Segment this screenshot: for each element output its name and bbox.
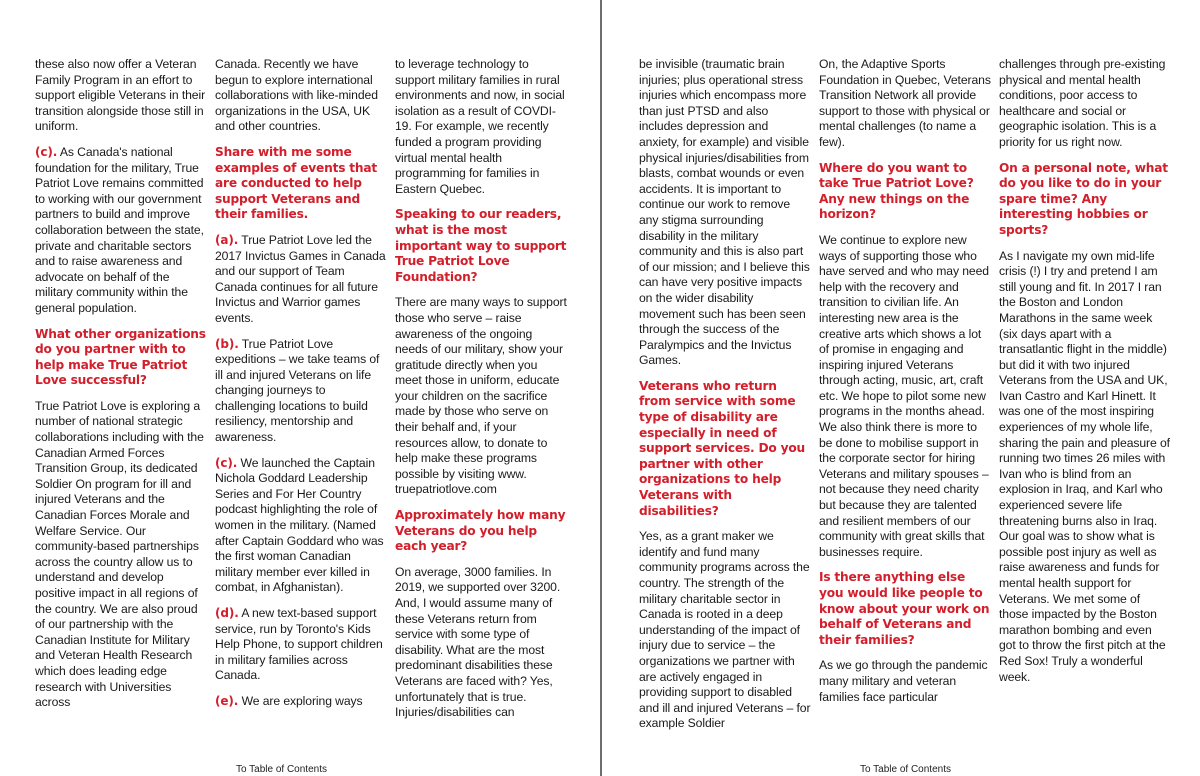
paragraph: We continue to explore new ways of supporting those who have served and who may need help with the recovery and transition to civilian life. An interesting new area is the creative arts which shows a lot of promise in engaging and inspiring injured Veterans through acting, music, art, craft etc. We hope to pilot some new programs in the months ahead. We also think there is more to be done to mobilise support in the corporate sector for hiring Veterans and military spouses – not because they need charity but because they are talented and resilient members of our community with great skills that businesses require. [819, 232, 989, 559]
paragraph: As I navigate my own mid-life crisis (!) I try and pretend I am still young and fit. In 2017 I ran the Boston and London Marathons in the same week (six days apart with a transatlantic flight in the middle) but did it with two injured Veterans from the USA and UK, Ivan Castro and Karl Hinett. It was one of the most inspiring experiences of my whole life, sharing the pain and pleasure of running two times 26 miles with Ivan who is blind from an explosion in Iraq, and Karl who experienced severe life threatening burns also in Iraq. Our goal was to show what is possible post injury as well as raise awareness and funds for mental health support for Veterans. We met some of those impacted by the Boston marathon bombing and even got to throw the first pitch at the Red Sox! Truly a wonderful week. [999, 248, 1170, 684]
question-heading: On a personal note, what do you like to do in your spare time? Any interesting hobbies or sports? [999, 160, 1168, 237]
list-label: (b). [215, 336, 239, 351]
list-label: (c). [35, 144, 58, 159]
left-column-1 [35, 57, 207, 721]
right-page [602, 0, 1200, 776]
list-item [215, 337, 387, 446]
question-heading: Approximately how many Veterans do you help each year? [395, 508, 566, 554]
paragraph: True Patriot Love is exploring a number of national strategic collaborations including with the Canadian Armed Forces Transition Group, its dedicated Soldier On program for ill and injured Veterans and the Canadian Forces Morale and Welfare Service. Our community-based partnerships across the country allow us to understand and develop positive impact in all regions of the country. We are also proud of our partnership with the Canadian Institute for Military and Veteran Health Research which does leading edge research with Universities across [35, 398, 204, 710]
list-item [215, 694, 387, 710]
question-heading: Share with me some examples of events that are conducted to help support Veterans and their families. [215, 144, 378, 222]
question-heading: What other organizations do you partner with to help make True Patriot Love successful? [35, 326, 206, 388]
list-item [215, 233, 387, 327]
right-column-3 [999, 57, 1171, 695]
paragraph [35, 145, 207, 317]
list-label: (e). [215, 693, 239, 708]
question-heading: Speaking to our readers, what is the most important way to support True Patriot Love Foundation? [395, 207, 567, 284]
left-column-3 [395, 57, 567, 731]
list-text: We launched the Captain Nichola Goddard Leadership Series and For Her Country podcast highlighting the role of women in the military. (Named after Captain Goddard who was the first woman Canadian military member ever killed in combat, in Afghanistan). [215, 455, 384, 595]
list-text: True Patriot Love expeditions – we take teams of ill and injured Veterans on life changing journeys to challenging locations to build resiliency, mentorship and awareness. [215, 336, 380, 445]
paragraph: be invisible (traumatic brain injuries; plus operational stress injuries which encompass more than just PTSD and also includes depression and anxiety, for example) and visible physical injuries/disabilities from blasts, combat wounds or even accidents. It is important to continue our work to remove any stigma surrounding disability in the military community and this is also part of our mission; and I believe this can have very positive impacts on the wider disability movement such has been seen through the success of the Paralympics and the Invictus Games. [639, 57, 810, 368]
right-column-2 [819, 57, 991, 715]
paragraph: these also now offer a Veteran Family Program in an effort to support eligible Veterans in their transition alongside those still in uniform. [35, 57, 206, 134]
table-of-contents-link[interactable]: To Table of Contents [860, 764, 951, 775]
paragraph: As we go through the pandemic many military and veteran families face particular [819, 658, 988, 704]
table-of-contents-link[interactable]: To Table of Contents [236, 764, 327, 775]
paragraph: On, the Adaptive Sports Foundation in Quebec, Veterans Transition Network all provide support to those with physical or mental challenges (to name a few). [819, 57, 991, 149]
question-heading: Is there anything else you would like people to know about your work on behalf of Veterans and their families? [819, 570, 990, 647]
right-column-1 [639, 57, 811, 742]
left-column-2 [215, 57, 387, 720]
list-text: True Patriot Love led the 2017 Invictus Games in Canada and our support of Team Canada continues for all future Invictus and Warrior games events. [215, 232, 386, 325]
question-heading: Veterans who return from service with some type of disability are especially in need of support services. Do you partner with other organizations to help Veterans with disabilities? [639, 378, 806, 518]
list-text: A new text-based support service, run by Toronto's Kids Help Phone, to support children in military families across Canada. [215, 606, 383, 683]
list-label: (d). [215, 606, 239, 620]
paragraph: to leverage technology to support military families in rural environments and now, in social isolation as a result of COVDI-19. For example, we recently funded a program providing virtual mental health programming for families in Eastern Quebec. [395, 57, 565, 196]
question-heading: Where do you want to take True Patriot Love? Any new things on the horizon? [819, 160, 974, 222]
list-label: (c). [215, 455, 238, 470]
list-label: (a). [215, 232, 239, 247]
list-text: We are exploring ways [238, 693, 363, 708]
paragraph: On average, 3000 families. In 2019, we supported over 3200. And, I would assume many of these Veterans return from service with some type of disability. What are the most predominant disabilities these Veterans are faced with? Yes, unfortunately that is true. Injuries/disabilities can [395, 564, 561, 720]
paragraph: Canada. Recently we have begun to explore international collaborations with like-minded organizations in the USA, UK and other countries. [215, 57, 378, 134]
paragraph-text: As Canada's national foundation for the military, True Patriot Love remains committed to working with our government partners to build and improve collaboration between the state, private and charitable sectors and to raise awareness and advocate on behalf of the military community within the general population. [35, 144, 204, 315]
paragraph: There are many ways to support those who serve – raise awareness of the ongoing needs of our military, show your gratitude directly when you meet those in uniform, educate your children on the sacrifice made by those who serve on their behalf and, if your resources allow, to donate to help make these programs possible by visiting www. truepatriotlove.com [395, 295, 567, 497]
paragraph: Yes, as a grant maker we identify and fund many community programs across the country. The strength of the military charitable sector in Canada is rooted in a deep understanding of the impact of injury due to service – the organizations we partner with are actively engaged in providing support to disabled and ill and injured Veterans – for example Soldier [639, 529, 811, 731]
paragraph: challenges through pre-existing physical and mental health conditions, poor access to healthcare and social or geographic isolation. This is a priority for us right now. [999, 57, 1166, 149]
list-item [215, 456, 387, 596]
list-item [215, 606, 387, 684]
